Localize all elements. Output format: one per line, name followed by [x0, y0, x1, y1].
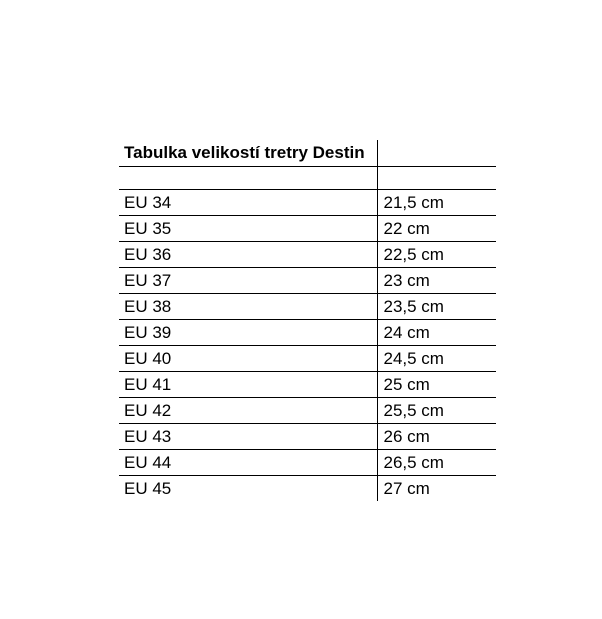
size-label: EU 39: [119, 320, 377, 346]
length-value: 26,5 cm: [377, 450, 496, 476]
chart-title-value: [377, 140, 496, 167]
table-row: [119, 242, 496, 268]
length-value: 21,5 cm: [377, 190, 496, 216]
length-value: 24,5 cm: [377, 346, 496, 372]
table-row: [119, 372, 496, 398]
size-label: EU 34: [119, 190, 377, 216]
size-chart-table: [119, 140, 496, 501]
size-label: EU 38: [119, 294, 377, 320]
table-row: [119, 424, 496, 450]
table-row: [119, 346, 496, 372]
size-label: EU 42: [119, 398, 377, 424]
length-value: 23,5 cm: [377, 294, 496, 320]
table-row: [119, 190, 496, 216]
length-value: 25 cm: [377, 372, 496, 398]
size-chart-sheet: [119, 140, 496, 501]
length-value: 27 cm: [377, 476, 496, 502]
table-row: [119, 398, 496, 424]
table-row: [119, 476, 496, 502]
length-value: 24 cm: [377, 320, 496, 346]
size-chart-body: [119, 140, 496, 501]
length-value: 22 cm: [377, 216, 496, 242]
table-spacer-row: [119, 167, 496, 190]
table-row: [119, 294, 496, 320]
length-value: 26 cm: [377, 424, 496, 450]
size-label: EU 40: [119, 346, 377, 372]
length-value: 23 cm: [377, 268, 496, 294]
size-label: EU 43: [119, 424, 377, 450]
table-row: [119, 268, 496, 294]
size-label: EU 41: [119, 372, 377, 398]
table-row: [119, 450, 496, 476]
table-title-row: [119, 140, 496, 167]
size-label: EU 36: [119, 242, 377, 268]
size-label: EU 44: [119, 450, 377, 476]
length-value: 25,5 cm: [377, 398, 496, 424]
table-row: [119, 216, 496, 242]
chart-title: Tabulka velikostí tretry Destin: [119, 140, 377, 167]
spacer-value: [377, 167, 496, 190]
size-label: EU 37: [119, 268, 377, 294]
size-label: EU 45: [124, 479, 172, 498]
length-value: 22,5 cm: [377, 242, 496, 268]
spacer-label: [119, 167, 377, 190]
size-label: EU 35: [119, 216, 377, 242]
table-row: [119, 320, 496, 346]
